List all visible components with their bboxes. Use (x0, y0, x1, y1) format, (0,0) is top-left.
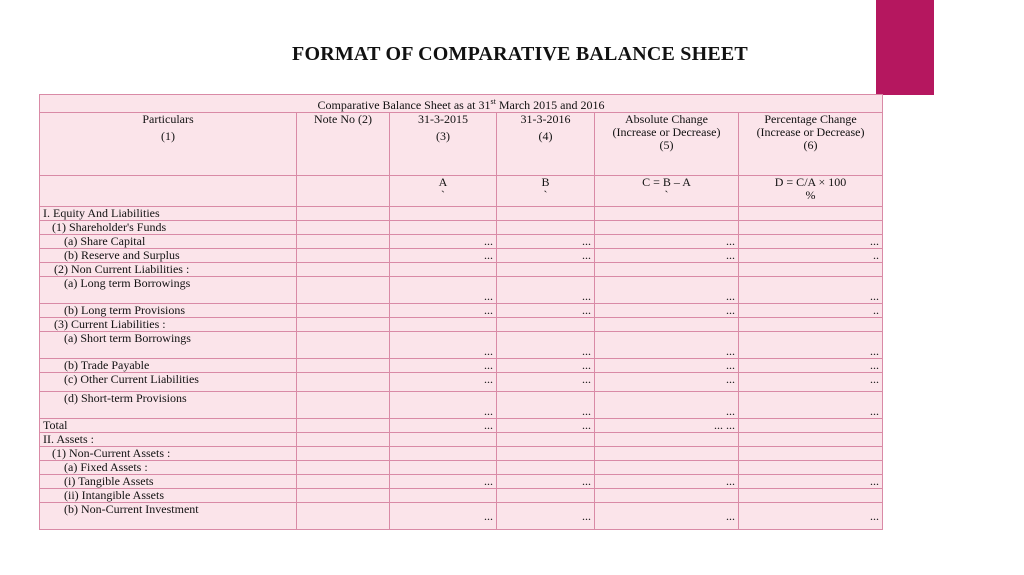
row-label: I. Equity And Liabilities (40, 207, 297, 221)
cell-note (297, 433, 390, 447)
table-caption (40, 95, 883, 113)
row-label: (i) Tangible Assets (40, 475, 297, 489)
cell-note (297, 489, 390, 503)
cell-pct: ... (739, 332, 883, 359)
row-label: (b) Long term Provisions (40, 304, 297, 318)
header-row (40, 113, 883, 176)
cell-note (297, 304, 390, 318)
cell-2016: ... (497, 332, 595, 359)
cell-2015: ... (390, 503, 497, 530)
cell-abs (595, 489, 739, 503)
table-row (40, 277, 883, 304)
row-label: (3) Current Liabilities : (40, 318, 297, 332)
cell-pct (739, 461, 883, 475)
cell-note (297, 447, 390, 461)
cell-abs (595, 461, 739, 475)
row-label: (a) Share Capital (40, 235, 297, 249)
cell-abs: ... (595, 392, 739, 419)
header-abs-number: (5) (659, 138, 674, 152)
cell-2015: ... (390, 359, 497, 373)
table-row (40, 475, 883, 489)
table-row (40, 249, 883, 263)
cell-2016 (497, 263, 595, 277)
cell-pct: ... (739, 277, 883, 304)
symbol-empty-2 (297, 176, 390, 207)
cell-abs: ... (595, 475, 739, 489)
row-label: (b) Reserve and Surplus (40, 249, 297, 263)
cell-abs: ... (595, 332, 739, 359)
cell-2015: ... (390, 373, 497, 392)
cell-pct: ... (739, 392, 883, 419)
cell-pct (739, 263, 883, 277)
symbol-c (595, 176, 739, 207)
cell-note (297, 277, 390, 304)
header-note-no: Note No (2) (297, 113, 390, 176)
symbol-d-unit: % (805, 188, 816, 202)
cell-abs (595, 221, 739, 235)
table-row (40, 433, 883, 447)
caption-text-end: March 2015 and 2016 (495, 98, 605, 112)
cell-pct: ... (739, 373, 883, 392)
cell-note (297, 249, 390, 263)
cell-2016: ... (497, 419, 595, 433)
cell-2015: ... (390, 304, 497, 318)
cell-2015 (390, 221, 497, 235)
cell-note (297, 221, 390, 235)
header-percentage-change (739, 113, 883, 176)
cell-pct (739, 489, 883, 503)
header-abs-line1: Absolute Change (625, 112, 708, 126)
header-2015 (390, 113, 497, 176)
page-title: FORMAT OF COMPARATIVE BALANCE SHEET (292, 43, 748, 65)
cell-pct (739, 433, 883, 447)
cell-2016: ... (497, 304, 595, 318)
cell-pct (739, 447, 883, 461)
row-label: (ii) Intangible Assets (40, 489, 297, 503)
cell-note (297, 475, 390, 489)
table-row (40, 392, 883, 419)
row-label: (a) Fixed Assets : (40, 461, 297, 475)
caption-superscript: st (490, 97, 496, 106)
cell-note (297, 392, 390, 419)
cell-2016 (497, 489, 595, 503)
header-2015-label: 31-3-2015 (418, 112, 468, 126)
table-row (40, 207, 883, 221)
cell-2015: ... (390, 249, 497, 263)
header-2016-number: (4) (538, 129, 553, 143)
cell-2016: ... (497, 475, 595, 489)
row-label: Total (40, 419, 297, 433)
cell-2015 (390, 263, 497, 277)
symbol-c-tick: ` (664, 188, 669, 202)
header-2015-number: (3) (436, 129, 450, 143)
cell-pct: ... (739, 475, 883, 489)
header-particulars-label: Particulars (142, 112, 194, 126)
cell-abs: ... (595, 373, 739, 392)
table-caption-row (40, 95, 883, 113)
cell-2015 (390, 489, 497, 503)
cell-2015 (390, 207, 497, 221)
cell-note (297, 332, 390, 359)
cell-abs (595, 433, 739, 447)
table-row-total (40, 419, 883, 433)
cell-2016: ... (497, 277, 595, 304)
cell-2015: ... (390, 235, 497, 249)
symbol-d-label: D = C/A × 100 (774, 175, 847, 189)
row-label: II. Assets : (40, 433, 297, 447)
cell-abs: ... (595, 277, 739, 304)
cell-2016: ... (497, 392, 595, 419)
table-row (40, 359, 883, 373)
cell-abs: ... (595, 304, 739, 318)
cell-2015: ... (390, 332, 497, 359)
cell-note (297, 373, 390, 392)
symbol-row (40, 176, 883, 207)
table-row (40, 263, 883, 277)
cell-abs: ... (595, 359, 739, 373)
cell-2016: ... (497, 249, 595, 263)
header-abs-line2: (Increase or Decrease) (612, 125, 721, 139)
symbol-b-tick: ` (543, 188, 548, 202)
header-pct-line1: Percentage Change (764, 112, 857, 126)
cell-2016 (497, 461, 595, 475)
cell-pct (739, 419, 883, 433)
comparative-balance-sheet-table (39, 94, 883, 530)
table-row (40, 503, 883, 530)
cell-note (297, 503, 390, 530)
cell-2016 (497, 433, 595, 447)
row-label: (b) Trade Payable (40, 359, 297, 373)
cell-abs: ... (595, 235, 739, 249)
symbol-a-tick: ` (441, 188, 445, 202)
cell-note (297, 359, 390, 373)
cell-note (297, 318, 390, 332)
row-label: (b) Non-Current Investment (40, 503, 297, 530)
table-row (40, 304, 883, 318)
header-2016-label: 31-3-2016 (520, 112, 571, 126)
cell-2016: ... (497, 235, 595, 249)
cell-pct: ... (739, 503, 883, 530)
cell-note (297, 419, 390, 433)
cell-abs (595, 318, 739, 332)
cell-2015 (390, 447, 497, 461)
cell-pct (739, 221, 883, 235)
symbol-c-label: C = B – A (642, 175, 691, 189)
cell-2015 (390, 318, 497, 332)
cell-2015: ... (390, 475, 497, 489)
header-2016 (497, 113, 595, 176)
cell-note (297, 263, 390, 277)
table-row (40, 332, 883, 359)
row-label: (a) Long term Borrowings (40, 277, 297, 304)
cell-2016 (497, 207, 595, 221)
cell-2015: ... (390, 392, 497, 419)
header-pct-number: (6) (803, 138, 818, 152)
symbol-empty-1 (40, 176, 297, 207)
cell-2016: ... (497, 373, 595, 392)
cell-2015 (390, 461, 497, 475)
cell-2016 (497, 221, 595, 235)
table-row (40, 235, 883, 249)
symbol-b-label: B (541, 175, 550, 189)
cell-2016 (497, 318, 595, 332)
row-label: (1) Shareholder's Funds (40, 221, 297, 235)
cell-pct: .. (739, 249, 883, 263)
cell-2016 (497, 447, 595, 461)
table-row (40, 489, 883, 503)
row-label: (d) Short-term Provisions (40, 392, 297, 419)
table-row (40, 373, 883, 392)
table-row (40, 221, 883, 235)
row-label: (a) Short term Borrowings (40, 332, 297, 359)
cell-note (297, 207, 390, 221)
cell-pct: .. (739, 304, 883, 318)
cell-abs: ... (595, 249, 739, 263)
cell-abs (595, 207, 739, 221)
cell-note (297, 461, 390, 475)
cell-2015: ... (390, 419, 497, 433)
cell-pct: ... (739, 235, 883, 249)
symbol-a-label: A (438, 175, 448, 189)
cell-abs (595, 263, 739, 277)
row-label: (2) Non Current Liabilities : (40, 263, 297, 277)
cell-2016: ... (497, 503, 595, 530)
cell-pct (739, 207, 883, 221)
table-row (40, 447, 883, 461)
cell-abs (595, 447, 739, 461)
symbol-b (497, 176, 595, 207)
header-particulars (40, 113, 297, 176)
row-label: (1) Non-Current Assets : (40, 447, 297, 461)
cell-pct: ... (739, 359, 883, 373)
caption-text: Comparative Balance Sheet as at 31 (317, 98, 491, 112)
cell-pct (739, 318, 883, 332)
cell-note (297, 235, 390, 249)
header-pct-line2: (Increase or Decrease) (756, 125, 865, 139)
cell-2015: ... (390, 277, 497, 304)
symbol-d (739, 176, 883, 207)
header-particulars-number: (1) (161, 129, 175, 143)
table-row (40, 318, 883, 332)
header-absolute-change (595, 113, 739, 176)
symbol-a (390, 176, 497, 207)
row-label: (c) Other Current Liabilities (40, 373, 297, 392)
cell-2015 (390, 433, 497, 447)
cell-abs: ... (595, 503, 739, 530)
cell-abs: ... ... (595, 419, 739, 433)
table-row (40, 461, 883, 475)
cell-2016: ... (497, 359, 595, 373)
